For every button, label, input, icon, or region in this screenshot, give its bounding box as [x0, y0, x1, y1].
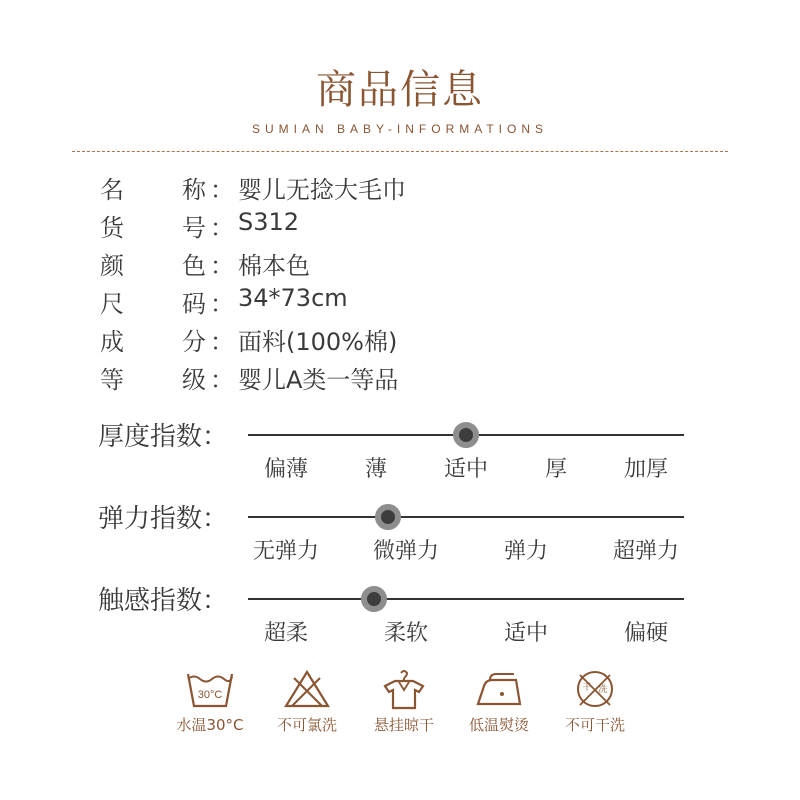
scale-tick-label: 偏硬 [623, 621, 669, 646]
hang-dry-icon [379, 668, 429, 710]
scale-tick-label: 柔软 [383, 621, 429, 646]
info-value: 34*73cm [238, 284, 348, 312]
care-item-wash [165, 668, 255, 735]
scale-tick-label: 弹力 [503, 539, 549, 564]
scale-knob [361, 586, 387, 612]
info-colon: ： [210, 290, 234, 318]
info-label-char-2: 码 [182, 290, 206, 318]
info-label-char-1: 等 [100, 366, 124, 394]
care-item-no-bleach [262, 668, 352, 735]
info-label-char-2: 称 [182, 176, 206, 204]
care-item-hang-dry [359, 668, 449, 735]
scale-tick-label: 厚 [544, 457, 568, 482]
no-dry-clean-icon [570, 668, 620, 710]
no-bleach-icon [282, 668, 332, 710]
wash-30-icon [185, 668, 235, 710]
info-label-char-2: 号 [182, 214, 206, 242]
scale-tick-label: 超弹力 [612, 539, 680, 564]
page-subtitle: SUMIAN BABY-INFORMATIONS [251, 122, 549, 136]
info-label-char-1: 货 [100, 214, 124, 242]
care-item-no-dry-clean [550, 668, 640, 735]
info-label-char-1: 颜 [100, 252, 124, 280]
scale-tick-label: 薄 [364, 457, 388, 482]
dashed-divider [72, 151, 728, 152]
info-label-char-2: 分 [182, 328, 206, 356]
scale-track [248, 516, 684, 518]
info-label-char-1: 名 [100, 176, 124, 204]
scale-tick-label: 微弹力 [372, 539, 440, 564]
info-label-char-2: 级 [182, 366, 206, 394]
info-label-char-1: 尺 [100, 290, 124, 318]
scale-label: 触感指数： [98, 586, 229, 616]
scale-track [248, 598, 684, 600]
scale-tick-label: 适中 [443, 457, 489, 482]
info-colon: ： [210, 366, 234, 394]
scale-tick-label: 偏薄 [263, 457, 309, 482]
info-colon: ： [210, 328, 234, 356]
info-value: 棉本色 [238, 252, 310, 280]
care-item-low-iron [454, 668, 544, 735]
dry-clean-char-1: 干 [582, 683, 592, 693]
care-label: 悬挂晾干 [373, 716, 434, 734]
info-label-char-1: 成 [100, 328, 124, 356]
info-label-char-2: 色 [182, 252, 206, 280]
low-iron-icon [474, 668, 524, 710]
dry-clean-char-2: 洗 [598, 685, 608, 695]
info-value: 婴儿无捻大毛巾 [238, 176, 406, 204]
info-value: 面料(100%棉) [238, 328, 398, 356]
scale-tick-label: 适中 [503, 621, 549, 646]
info-value: S312 [238, 208, 300, 236]
care-label: 水温30°C [176, 716, 244, 734]
info-colon: ： [210, 252, 234, 280]
page-title: 商品信息 [316, 67, 484, 113]
wash-temp-text: 30°C [197, 689, 223, 701]
info-colon: ： [210, 214, 234, 242]
info-value: 婴儿A类一等品 [238, 366, 399, 394]
care-label: 低温熨烫 [468, 716, 529, 734]
scale-knob [453, 422, 479, 448]
scale-tick-label: 无弹力 [252, 539, 320, 564]
scale-label: 厚度指数： [98, 422, 229, 452]
scale-label: 弹力指数： [98, 504, 229, 534]
care-label: 不可干洗 [564, 716, 625, 734]
scale-tick-label: 超柔 [263, 621, 309, 646]
scale-tick-label: 加厚 [623, 457, 669, 482]
scale-knob [375, 504, 401, 530]
care-label: 不可氯洗 [276, 716, 337, 734]
info-colon: ： [210, 176, 234, 204]
